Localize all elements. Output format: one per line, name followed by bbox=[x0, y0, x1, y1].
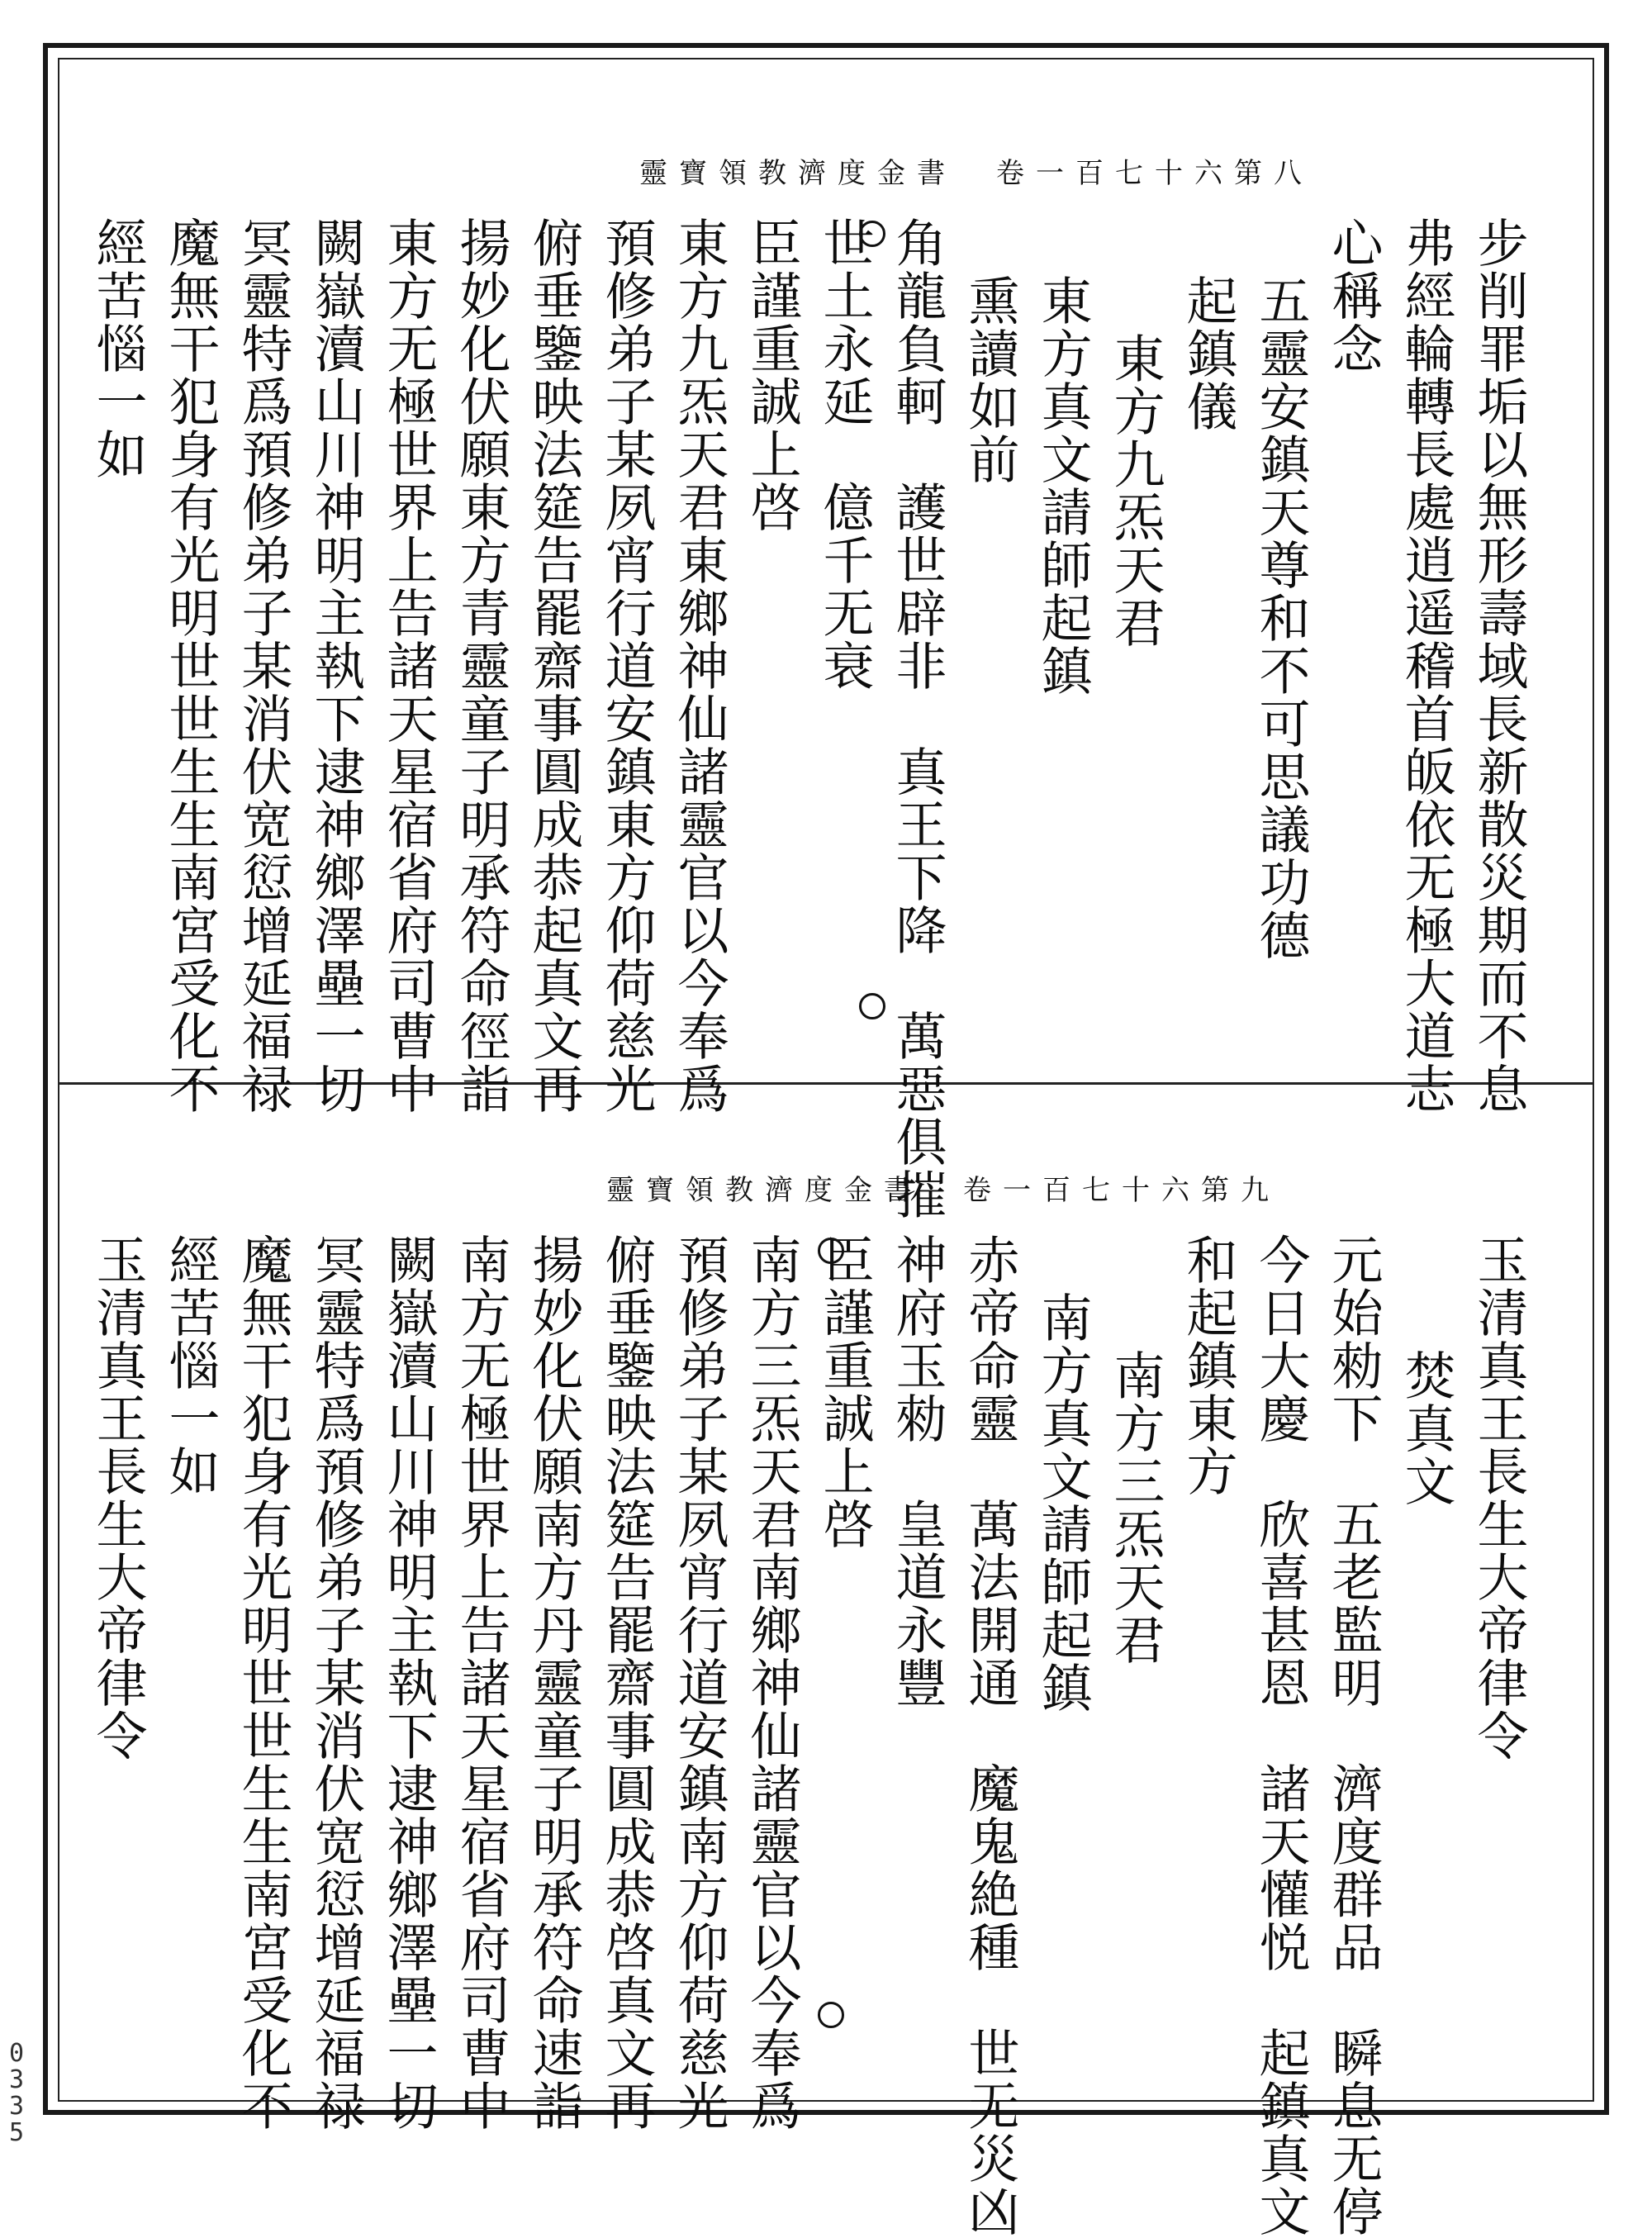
text-column: 魔無干犯身有光明世世生生南宮受化不 bbox=[160, 216, 221, 1115]
text-column: 預修弟子某夙宵行道安鎮東方仰荷慈光 bbox=[596, 216, 657, 1115]
bottom-page-header: 靈寶領教濟度金書 卷一百七十六第九 bbox=[606, 1174, 1280, 1207]
text-column: 俯垂鑒映法筵告罷齋事圓成恭啓真文再 bbox=[596, 1233, 657, 2132]
text-column: 玉清真王長生大帝律令 bbox=[88, 1233, 148, 1762]
top-page-header: 靈寶領教濟度金書 卷一百七十六第八 bbox=[639, 157, 1313, 190]
section-heading: 起鎮儀 bbox=[1178, 274, 1238, 433]
text-column: 揚妙化伏願南方丹靈童子明承符命速詣 bbox=[524, 1233, 584, 2132]
punctuation-circle bbox=[818, 1238, 844, 1264]
text-column: 玉清真王長生大帝律令 bbox=[1469, 1233, 1529, 1762]
text-column: 角龍負軻 護世辟非 真王下降 萬惡俱摧 bbox=[887, 216, 947, 1221]
text-column: 焚真文 bbox=[1396, 1349, 1456, 1508]
text-column: 冥靈特爲預修弟子某消伏宽愆增延福禄 bbox=[233, 216, 293, 1115]
text-column: 闕嶽瀆山川神明主執下逮神鄉澤壘一切 bbox=[378, 1233, 439, 2132]
bottom-page-columns bbox=[81, 1233, 1535, 2238]
text-column: 元始勑下 五老監明 濟度群品 瞬息无停 bbox=[1323, 1233, 1384, 2238]
text-column: 臣謹重誠上啓 bbox=[742, 216, 802, 534]
text-column: 東方九炁天君 bbox=[1105, 332, 1165, 649]
text-column: 弗經輪轉長處逍遥稽首皈依无極大道志 bbox=[1396, 216, 1456, 1115]
text-column: 步削罪垢以無形壽域長新散災期而不息 bbox=[1469, 216, 1529, 1115]
text-column: 東方真文請師起鎮 bbox=[1032, 274, 1093, 697]
text-column: 神府玉勑 皇道永豐 bbox=[887, 1233, 947, 1709]
bottom-page bbox=[58, 1085, 1594, 2238]
text-column: 熏讀如前 bbox=[960, 274, 1020, 486]
text-column: 五靈安鎮天尊和不可思議功德 bbox=[1251, 274, 1311, 962]
text-column: 心稱念 bbox=[1323, 216, 1384, 375]
punctuation-circle bbox=[818, 2002, 844, 2028]
page-number-digit: 0 bbox=[8, 2039, 25, 2068]
text-column: 俯垂鑒映法筵告罷齋事圓成恭起真文再 bbox=[524, 216, 584, 1115]
punctuation-circle bbox=[859, 221, 885, 247]
section-heading: 和起鎮東方 bbox=[1178, 1233, 1238, 1498]
text-column: 南方真文請師起鎮 bbox=[1032, 1291, 1093, 1714]
punctuation-circle bbox=[859, 993, 885, 1019]
page-number-digit: 5 bbox=[8, 2118, 25, 2147]
text-column: 揚妙化伏願東方青靈童子明承符命徑詣 bbox=[451, 216, 511, 1115]
text-column: 魔無干犯身有光明世世生生南宮受化不 bbox=[233, 1233, 293, 2132]
page-number bbox=[7, 2041, 26, 2146]
text-column: 闕嶽瀆山川神明主執下逮神鄉澤壘一切 bbox=[306, 216, 366, 1115]
text-column: 冥靈特爲預修弟子某消伏宽愆增延福禄 bbox=[306, 1233, 366, 2132]
text-column: 南方三炁天君 bbox=[1105, 1349, 1165, 1666]
top-page-columns bbox=[81, 216, 1535, 1221]
page-number-digit: 3 bbox=[8, 2092, 25, 2121]
text-column: 南方三炁天君南鄉神仙諸靈官以今奉爲 bbox=[742, 1233, 802, 2132]
text-column: 赤帝命靈 萬法開通 魔鬼絶種 世无災凶 bbox=[960, 1233, 1020, 2238]
text-column: 東方无極世界上告諸天星宿省府司曹中 bbox=[378, 216, 439, 1115]
text-column: 臣謹重誠上啓 bbox=[814, 1233, 875, 1551]
text-column: 東方九炁天君東鄉神仙諸靈官以今奉爲 bbox=[669, 216, 729, 1115]
text-column: 南方无極世界上告諸天星宿省府司曹中 bbox=[451, 1233, 511, 2132]
page-number-digit: 3 bbox=[8, 2065, 25, 2094]
text-column: 今日大慶 欣喜甚恩 諸天懽悦 起鎮真文 bbox=[1251, 1233, 1311, 2238]
text-column: 世土永延 億千无衰 bbox=[814, 216, 875, 692]
text-column: 經苦惱一如 bbox=[160, 1233, 221, 1498]
text-column: 經苦惱一如 bbox=[88, 216, 148, 481]
text-column: 預修弟子某夙宵行道安鎮南方仰荷慈光 bbox=[669, 1233, 729, 2132]
